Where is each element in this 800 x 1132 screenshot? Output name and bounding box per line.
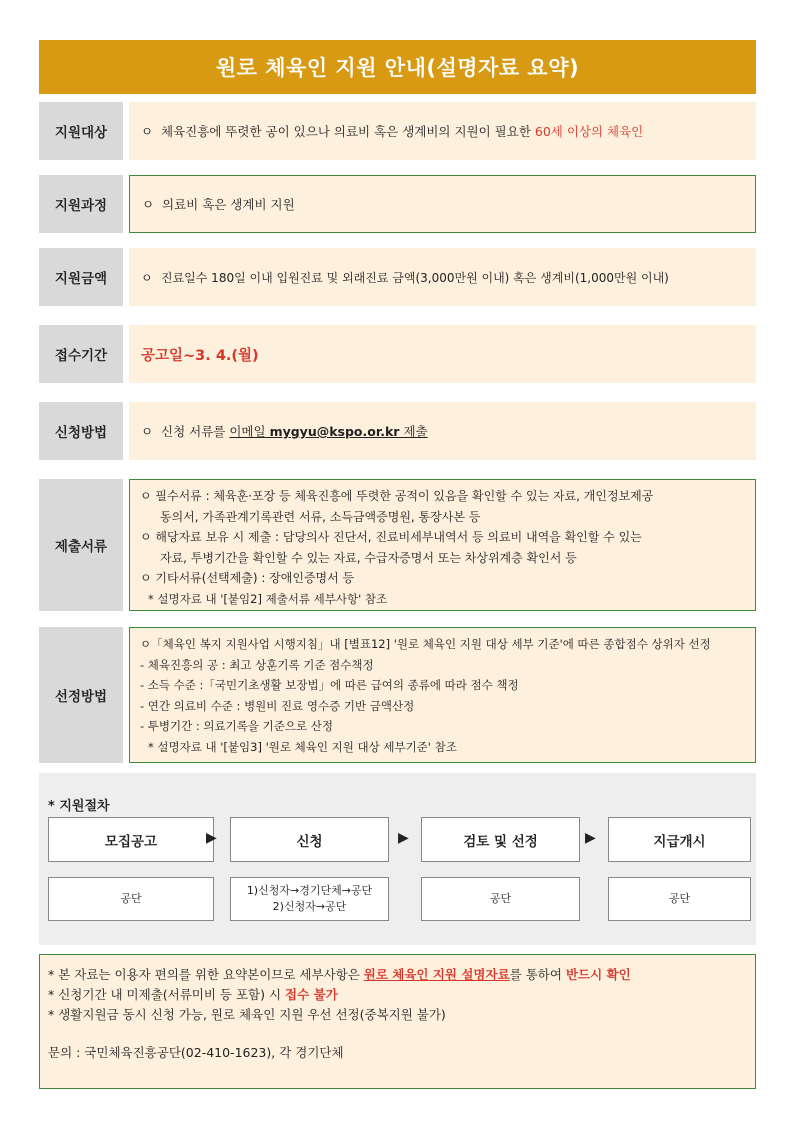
procedure-heading: * 지원절차 (48, 799, 110, 814)
sel-line: - 체육진흥의 공 : 최고 상훈기록 기준 점수책정 (140, 657, 374, 672)
step-review: 검토 및 선정 (421, 817, 580, 862)
row-period (39, 325, 756, 383)
step-review-org: 공단 (421, 877, 580, 921)
apply-flow-2: 2)신청자→공단 (272, 900, 347, 913)
row-target (39, 102, 756, 160)
row-label: 지원과정 (39, 175, 123, 233)
step-recruit-org: 공단 (48, 877, 214, 921)
row-process (39, 175, 756, 233)
email-link[interactable] (229, 422, 427, 440)
row-content (129, 479, 756, 611)
step-apply-flow (230, 877, 389, 921)
row-documents (39, 479, 756, 611)
row-content (129, 102, 756, 160)
row-label: 지원금액 (39, 248, 123, 306)
row-label: 접수기간 (39, 325, 123, 383)
sel-line: - 연간 의료비 수준 : 병원비 진료 영수증 기반 금액산정 (140, 698, 415, 713)
doc-line: ㅇ 기타서류(선택제출) : 장애인증명서 등 (140, 571, 355, 585)
doc-line: ㅇ 필수서류 : 체육훈·포장 등 체육진흥에 뚜렷한 공적이 있음을 확인할 수 있는 자료, 개인정보제공 (140, 489, 654, 503)
contact-info: 문의 : 국민체육진흥공단(02-410-1623), 각 경기단체 (48, 1045, 344, 1060)
page-title: 원로 체육인 지원 안내(설명자료 요약) (39, 40, 756, 94)
row-label: 선정방법 (39, 627, 123, 763)
email-address: mygyu@kspo.or.kr (269, 424, 400, 439)
doc-line: 동의서, 가족관계기록관련 서류, 소득금액증명원, 통장사본 등 (160, 509, 481, 524)
row-content (129, 402, 756, 460)
row-apply (39, 402, 756, 460)
sel-note: * 설명자료 내 '[붙임3] '원로 체육인 지원 대상 세부기준' 참조 (148, 739, 457, 754)
doc-line: ㅇ 해당자료 보유 시 제출 : 담당의사 진단서, 진료비세부내역서 등 의료비 내역을 확인할 수 있는 (140, 530, 642, 544)
process-text: 의료비 혹은 생계비 지원 (162, 197, 295, 212)
procedure-section (39, 773, 756, 945)
bullet: ㅇ (141, 124, 154, 139)
note-line-2 (48, 985, 747, 1005)
note-text: * 신청기간 내 미제출(서류미비 등 포함) 시 (48, 987, 282, 1002)
row-content (129, 175, 756, 233)
bullet: ㅇ (141, 424, 154, 439)
note-line-3: * 생활지원금 동시 신청 가능, 원로 체육인 지원 우선 선정(중복지원 불가) (48, 1007, 446, 1022)
row-label: 지원대상 (39, 102, 123, 160)
note-text: 를 통하여 (509, 967, 562, 982)
guide-link[interactable]: 원로 체육인 지원 설명자료 (363, 967, 510, 982)
note-emphasis: 접수 불가 (285, 987, 338, 1002)
note-emphasis: 반드시 확인 (565, 967, 631, 982)
row-content (129, 627, 756, 763)
row-amount (39, 248, 756, 306)
apply-flow-1: 1)신청자→경기단체→공단 (246, 884, 373, 897)
period-text: 공고일~3. 4.(월) (141, 347, 259, 364)
sel-line: - 투병기간 : 의료기록을 기준으로 산정 (140, 719, 333, 733)
note-text: * 본 자료는 이용자 편의를 위한 요약본이므로 세부사항은 (48, 967, 360, 982)
bullet: ㅇ (141, 270, 153, 285)
step-apply: 신청 (230, 817, 389, 862)
note-line-1 (48, 965, 747, 985)
apply-text: 신청 서류를 (161, 424, 226, 439)
row-label: 제출서류 (39, 479, 123, 611)
arrow-right-icon: ▶ (585, 830, 596, 846)
doc-note: * 설명자료 내 '[붙임2] 제출서류 세부사항' 참조 (148, 591, 388, 606)
bullet: ㅇ (142, 197, 155, 212)
doc-line: 자료, 투병기간을 확인할 수 있는 자료, 수급자증명서 또는 차상위계층 확인서 등 (160, 550, 577, 565)
step-recruit: 모집공고 (48, 817, 214, 862)
row-selection (39, 627, 756, 763)
arrow-right-icon: ▶ (398, 830, 409, 846)
target-highlight: 60세 이상의 체육인 (534, 124, 644, 139)
email-suffix: 제출 (403, 424, 428, 439)
target-text: 체육진흥에 뚜렷한 공이 있으나 의료비 혹은 생계비의 지원이 필요한 (161, 124, 531, 139)
row-content (129, 248, 756, 306)
notes-box (39, 954, 756, 1089)
sel-line: ㅇ「체육인 복지 지원사업 시행지침」내 [별표12] '원로 체육인 지원 대상 세부 기준'에 따른 종합점수 상위자 선정 (140, 637, 711, 651)
email-prefix: 이메일 (229, 424, 266, 439)
arrow-right-icon: ▶ (206, 830, 217, 846)
step-payment: 지급개시 (608, 817, 751, 862)
amount-text: 진료일수 180일 이내 입원진료 및 외래진료 금액(3,000만원 이내) 혹은 생계비(1,000만원 이내) (161, 270, 669, 285)
step-payment-org: 공단 (608, 877, 751, 921)
row-label: 신청방법 (39, 402, 123, 460)
row-content (129, 325, 756, 383)
sel-line: - 소득 수준 :「국민기초생활 보장법」에 따른 급여의 종류에 따라 점수 책정 (140, 678, 519, 692)
